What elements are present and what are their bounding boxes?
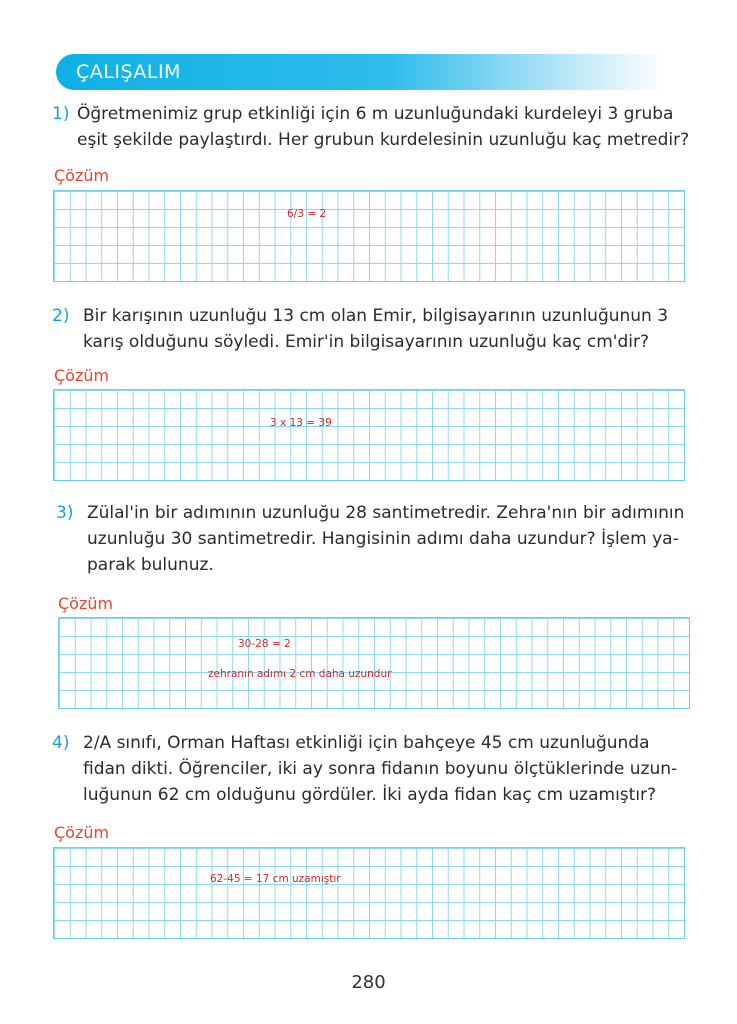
solution-grid-2[interactable] bbox=[53, 389, 685, 481]
question-4-number: 4) bbox=[52, 733, 70, 753]
solution-label: Çözüm bbox=[54, 166, 110, 185]
answer-3-text: zehranın adımı 2 cm daha uzundur bbox=[208, 668, 392, 680]
question-line: fidan dikti. Öğrenciler, iki ay sonra fidanın boyunu ölçtüklerinde uzun- bbox=[83, 759, 678, 779]
answer-3-calc: 30-28 = 2 bbox=[238, 638, 291, 650]
answer-1: 6/3 = 2 bbox=[287, 208, 327, 220]
section-title: ÇALIŞALIM bbox=[76, 61, 181, 83]
question-line: 2/A sınıfı, Orman Haftası etkinliği için bahçeye 45 cm uzunluğunda bbox=[83, 733, 650, 753]
question-line: luğunun 62 cm olduğunu gördüler. İki ayda fidan kaç cm uzamıştır? bbox=[83, 785, 657, 805]
solution-grid-3[interactable] bbox=[58, 617, 690, 709]
answer-4: 62-45 = 17 cm uzamıştır bbox=[210, 873, 341, 885]
question-2-number: 2) bbox=[52, 306, 70, 326]
question-line: eşit şekilde paylaştırdı. Her grubun kurdelesinin uzunluğu kaç metredir? bbox=[77, 130, 690, 150]
question-3-text bbox=[87, 500, 685, 578]
question-2-text bbox=[83, 303, 680, 355]
question-3-number: 3) bbox=[56, 503, 74, 523]
section-banner bbox=[56, 54, 666, 90]
solution-label: Çözüm bbox=[58, 594, 114, 613]
question-line: Öğretmenimiz grup etkinliği için 6 m uzunluğundaki kurdeleyi 3 gruba bbox=[77, 104, 674, 124]
solution-label: Çözüm bbox=[54, 823, 110, 842]
solution-label: Çözüm bbox=[54, 366, 110, 385]
question-line: parak bulunuz. bbox=[87, 555, 214, 575]
question-line: Bir karışının uzunluğu 13 cm olan Emir, bilgisayarının uzunluğunun 3 bbox=[83, 306, 669, 326]
answer-2: 3 x 13 = 39 bbox=[270, 417, 332, 429]
question-line: uzunluğu 30 santimetredir. Hangisinin adımı daha uzundur? İşlem ya- bbox=[87, 529, 679, 549]
page-number: 280 bbox=[351, 972, 386, 993]
solution-grid-4[interactable] bbox=[53, 847, 685, 939]
question-line: Zülal'in bir adımının uzunluğu 28 santimetredir. Zehra'nın bir adımının bbox=[87, 503, 685, 523]
question-1-number: 1) bbox=[52, 104, 70, 124]
question-line: karış olduğunu söyledi. Emir'in bilgisayarının uzunluğu kaç cm'dir? bbox=[83, 332, 649, 352]
question-1-text bbox=[77, 101, 690, 153]
question-4-text bbox=[83, 730, 680, 808]
solution-grid-1[interactable] bbox=[53, 190, 685, 282]
